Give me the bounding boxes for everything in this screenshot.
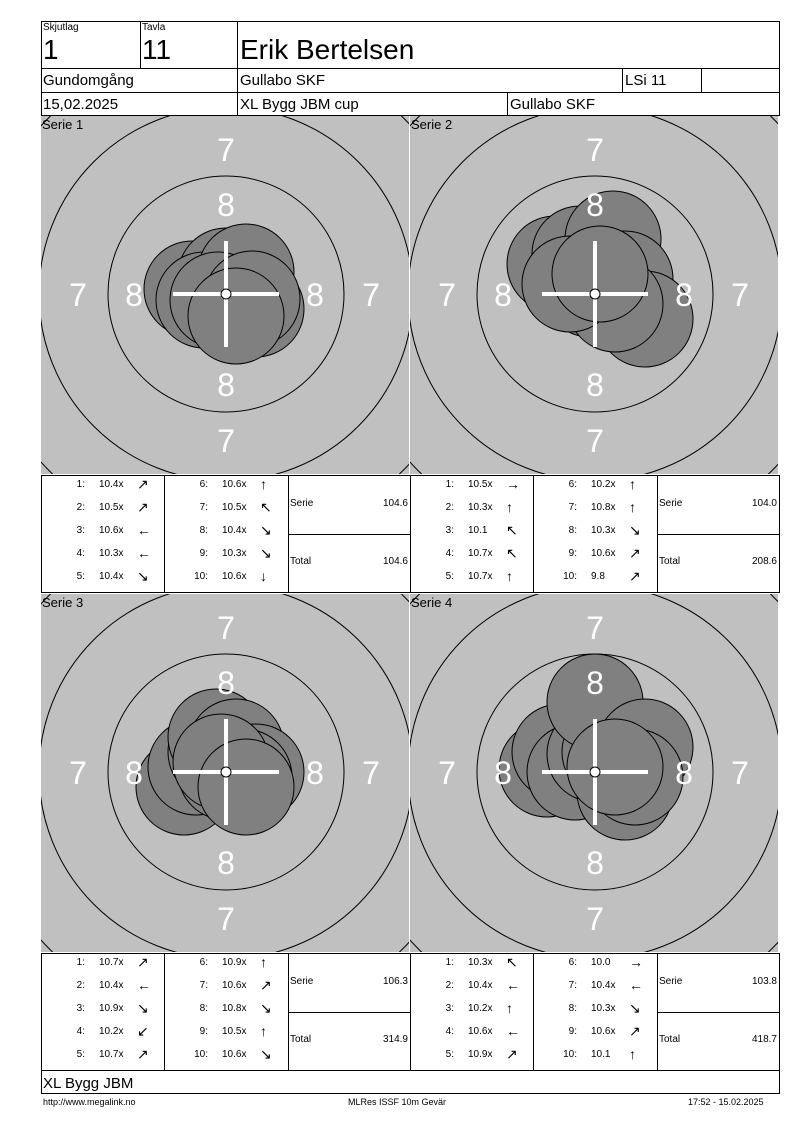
shot-direction-icon: ← [506, 1023, 520, 1039]
ring-number: 7 [69, 277, 87, 313]
shot-direction-icon: ↑ [506, 568, 513, 584]
divider [164, 953, 165, 1071]
shot-number: 4: [445, 548, 454, 559]
software-name: MLRes ISSF 10m Gevär [348, 1097, 447, 1107]
serie-label: Serie [659, 976, 683, 987]
target-panel [41, 594, 410, 952]
shot-value: 10.8x [591, 502, 616, 513]
shot-number: 3: [76, 1003, 85, 1014]
shot-direction-icon: → [629, 954, 643, 970]
series-title: Serie 1 [42, 117, 84, 132]
divider [288, 1012, 411, 1013]
ring-number: 7 [586, 423, 604, 459]
divider [657, 1012, 780, 1013]
target-panel [410, 594, 779, 952]
shot-direction-icon: ↗ [629, 1023, 641, 1039]
total-label: Total [659, 1034, 681, 1045]
shot-hole [567, 719, 663, 815]
shot-value: 10.7x [99, 1049, 124, 1060]
serie-label: Serie [290, 498, 314, 509]
total-score: 418.7 [751, 1034, 777, 1045]
shot-value: 10.6x [468, 1026, 493, 1037]
shot-value: 10.5x [222, 1026, 247, 1037]
shot-number: 4: [76, 1026, 85, 1037]
shot-value: 10.6x [222, 479, 247, 490]
shot-value: 10.3x [468, 502, 493, 513]
shot-number: 1: [76, 957, 85, 968]
ring-number: 8 [306, 277, 324, 313]
ring-number: 8 [125, 755, 143, 791]
ring-number: 8 [586, 665, 604, 701]
competition-date: 15,02.2025 [43, 96, 119, 113]
divider [507, 92, 508, 116]
shot-direction-icon: ↘ [137, 1000, 149, 1016]
ring-number: 8 [217, 665, 235, 701]
shot-value: 10.3x [591, 1003, 616, 1014]
shot-number: 6: [199, 479, 208, 490]
shot-value: 10.9x [99, 1003, 124, 1014]
divider [140, 21, 141, 68]
shot-direction-icon: ↗ [137, 476, 149, 492]
shot-direction-icon: ↑ [506, 1000, 513, 1016]
shot-value: 10.3x [222, 548, 247, 559]
shot-number: 2: [76, 980, 85, 991]
ring-number: 8 [586, 367, 604, 403]
shot-number: 1: [445, 479, 454, 490]
divider [41, 68, 780, 69]
total-score: 104.6 [382, 556, 408, 567]
ring-number: 7 [217, 423, 235, 459]
total-label: Total [290, 1034, 312, 1045]
total-label: Total [659, 556, 681, 567]
shot-direction-icon: ↗ [137, 954, 149, 970]
shot-direction-icon: ↘ [260, 1000, 272, 1016]
shot-direction-icon: ↑ [629, 476, 636, 492]
shot-value: 10.4x [222, 525, 247, 536]
shot-direction-icon: ← [137, 977, 151, 993]
series-title: Serie 4 [411, 595, 453, 610]
shot-number: 7: [568, 502, 577, 513]
shot-direction-icon: ↓ [260, 568, 267, 584]
shot-number: 8: [568, 525, 577, 536]
shot-number: 6: [568, 957, 577, 968]
ring-number: 7 [217, 610, 235, 646]
ring-number: 7 [362, 277, 380, 313]
shot-value: 10.5x [99, 502, 124, 513]
team-name: XL Bygg JBM [43, 1075, 134, 1092]
shot-direction-icon: ↙ [137, 1023, 149, 1039]
shot-direction-icon: ← [629, 977, 643, 993]
target-panel [41, 116, 410, 474]
shot-number: 10: [563, 1049, 577, 1060]
center-dot [221, 289, 231, 299]
ring-number: 7 [586, 132, 604, 168]
ring-number: 7 [217, 132, 235, 168]
target-panel [410, 116, 779, 474]
shot-direction-icon: ↖ [260, 499, 272, 515]
shot-value: 10.3x [99, 548, 124, 559]
shot-direction-icon: ↗ [629, 545, 641, 561]
serie-score: 104.0 [751, 498, 777, 509]
shot-number: 5: [76, 571, 85, 582]
shot-value: 10.6x [591, 1026, 616, 1037]
shot-number: 5: [445, 571, 454, 582]
shot-number: 8: [568, 1003, 577, 1014]
shot-direction-icon: ↗ [260, 977, 272, 993]
ring-number: 7 [731, 277, 749, 313]
ring-number: 8 [586, 845, 604, 881]
shot-direction-icon: ↑ [629, 499, 636, 515]
club-name: Gullabo SKF [240, 72, 326, 89]
shot-direction-icon: ← [506, 977, 520, 993]
shot-value: 10.4x [99, 571, 124, 582]
footer-frame [41, 1070, 780, 1094]
divider [164, 475, 165, 593]
shot-number: 2: [76, 502, 85, 513]
shot-value: 10.6x [591, 548, 616, 559]
shot-direction-icon: ↑ [506, 499, 513, 515]
ring-number: 8 [494, 755, 512, 791]
ring-number: 8 [217, 367, 235, 403]
tavla-value: 11 [142, 34, 172, 65]
shot-number: 5: [76, 1049, 85, 1060]
shot-direction-icon: ↘ [260, 545, 272, 561]
divider [657, 534, 780, 535]
shot-value: 10.7x [468, 548, 493, 559]
divider [622, 68, 623, 92]
ring-number: 7 [362, 755, 380, 791]
center-dot [221, 767, 231, 777]
shot-direction-icon: ↖ [506, 522, 518, 538]
total-score: 314.9 [382, 1034, 408, 1045]
shot-direction-icon: ← [137, 522, 151, 538]
shot-value: 10.1 [591, 1049, 611, 1060]
shot-direction-icon: ↘ [629, 1000, 641, 1016]
shot-number: 3: [76, 525, 85, 536]
shot-value: 10.6x [222, 571, 247, 582]
shot-direction-icon: ↑ [260, 1023, 267, 1039]
shot-number: 1: [76, 479, 85, 490]
shot-direction-icon: ↘ [629, 522, 641, 538]
total-label: Total [290, 556, 312, 567]
shot-number: 8: [199, 525, 208, 536]
total-score: 208.6 [751, 556, 777, 567]
shot-value: 10.5x [222, 502, 247, 513]
shot-direction-icon: ↑ [629, 1046, 636, 1062]
ring-number: 7 [586, 901, 604, 937]
shot-value: 10.3x [468, 957, 493, 968]
ring-number: 8 [494, 277, 512, 313]
shot-number: 9: [199, 1026, 208, 1037]
shot-number: 9: [199, 548, 208, 559]
divider [288, 534, 411, 535]
shot-value: 10.2x [468, 1003, 493, 1014]
shot-direction-icon: ↘ [260, 1046, 272, 1062]
ring-number: 7 [69, 755, 87, 791]
target-svg [410, 594, 778, 952]
skjutlag-value: 1 [43, 34, 59, 65]
ring-number: 7 [438, 755, 456, 791]
organizer-name: Gullabo SKF [510, 96, 596, 113]
ring-number: 8 [217, 187, 235, 223]
shot-direction-icon: ↗ [506, 1046, 518, 1062]
shot-value: 10.1 [468, 525, 488, 536]
shot-number: 6: [568, 479, 577, 490]
shot-value: 10.8x [222, 1003, 247, 1014]
series-title: Serie 3 [42, 595, 84, 610]
shot-value: 10.2x [99, 1026, 124, 1037]
shot-number: 5: [445, 1049, 454, 1060]
tavla-label: Tavla [142, 22, 166, 33]
serie-score: 104.6 [382, 498, 408, 509]
round-name: Gundomgång [43, 72, 134, 89]
shot-hole [552, 226, 648, 322]
class-name: LSi 11 [625, 72, 667, 89]
shot-value: 10.0 [591, 957, 611, 968]
divider [41, 92, 780, 93]
ring-number: 8 [586, 187, 604, 223]
shot-number: 10: [563, 571, 577, 582]
shot-value: 10.4x [99, 980, 124, 991]
shot-value: 10.7x [99, 957, 124, 968]
center-dot [590, 289, 600, 299]
shot-number: 7: [199, 502, 208, 513]
serie-label: Serie [290, 976, 314, 987]
ring-number: 8 [306, 755, 324, 791]
shot-hole [198, 739, 294, 835]
shot-value: 10.6x [222, 980, 247, 991]
megalink-url[interactable]: http://www.megalink.no [43, 1097, 136, 1107]
shot-value: 10.4x [99, 479, 124, 490]
ring-number: 8 [675, 277, 693, 313]
ring-number: 8 [675, 755, 693, 791]
ring-number: 7 [438, 277, 456, 313]
shot-value: 10.4x [468, 980, 493, 991]
ring-number: 7 [731, 755, 749, 791]
ring-number: 7 [217, 901, 235, 937]
shot-number: 10: [194, 571, 208, 582]
shot-number: 2: [445, 502, 454, 513]
shot-number: 7: [199, 980, 208, 991]
shot-value: 10.3x [591, 525, 616, 536]
competition-name: XL Bygg JBM cup [240, 96, 359, 113]
target-svg [410, 116, 778, 474]
shot-number: 4: [445, 1026, 454, 1037]
shot-value: 10.5x [468, 479, 493, 490]
skjutlag-label: Skjutlag [43, 22, 79, 33]
shot-number: 6: [199, 957, 208, 968]
center-dot [590, 767, 600, 777]
shot-value: 10.6x [222, 1049, 247, 1060]
ring-number: 7 [586, 610, 604, 646]
ring-number: 8 [125, 277, 143, 313]
shot-value: 10.7x [468, 571, 493, 582]
shot-direction-icon: ↘ [260, 522, 272, 538]
serie-label: Serie [659, 498, 683, 509]
target-svg [41, 116, 409, 474]
shot-number: 10: [194, 1049, 208, 1060]
shot-number: 7: [568, 980, 577, 991]
print-timestamp: 17:52 - 15.02.2025 [688, 1097, 764, 1107]
shot-number: 8: [199, 1003, 208, 1014]
shot-value: 10.4x [591, 980, 616, 991]
shot-number: 3: [445, 1003, 454, 1014]
shot-value: 10.9x [468, 1049, 493, 1060]
shot-direction-icon: ↖ [506, 545, 518, 561]
shot-number: 2: [445, 980, 454, 991]
shooter-name: Erik Bertelsen [240, 34, 415, 65]
shot-hole [188, 268, 284, 364]
shot-direction-icon: ↑ [260, 954, 267, 970]
shot-number: 9: [568, 548, 577, 559]
shot-direction-icon: ↗ [629, 568, 641, 584]
shot-value: 9.8 [591, 571, 605, 582]
shot-direction-icon: ← [137, 545, 151, 561]
shot-direction-icon: ↑ [260, 476, 267, 492]
target-svg [41, 594, 409, 952]
series-title: Serie 2 [411, 117, 453, 132]
shot-direction-icon: ↘ [137, 568, 149, 584]
divider [701, 68, 702, 92]
shot-value: 10.2x [591, 479, 616, 490]
ring-number: 8 [217, 845, 235, 881]
shot-number: 3: [445, 525, 454, 536]
shot-value: 10.6x [99, 525, 124, 536]
shot-direction-icon: ↖ [506, 954, 518, 970]
shot-direction-icon: ↗ [137, 499, 149, 515]
shot-direction-icon: ↗ [137, 1046, 149, 1062]
shot-direction-icon: → [506, 476, 520, 492]
shot-number: 9: [568, 1026, 577, 1037]
shot-number: 1: [445, 957, 454, 968]
shot-number: 4: [76, 548, 85, 559]
shot-value: 10.9x [222, 957, 247, 968]
serie-score: 106.3 [382, 976, 408, 987]
serie-score: 103.8 [751, 976, 777, 987]
divider [533, 953, 534, 1071]
divider [533, 475, 534, 593]
